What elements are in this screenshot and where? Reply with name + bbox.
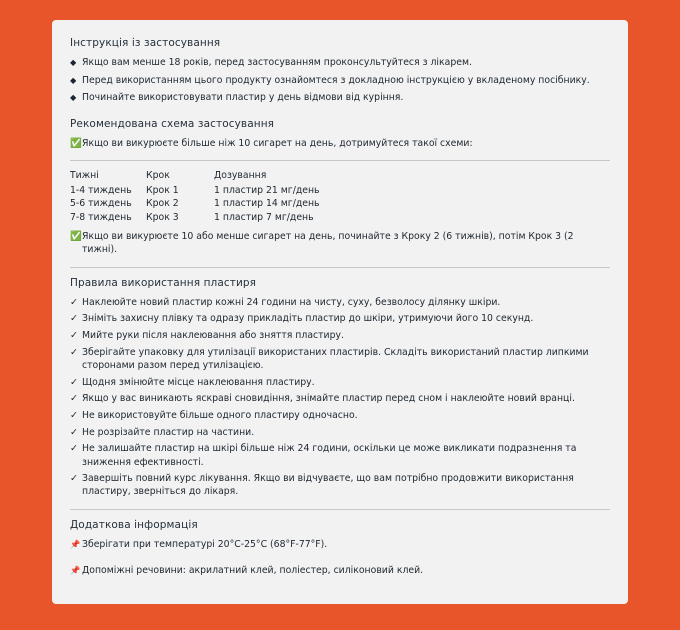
list-item — [70, 426, 610, 439]
column-header-dosage: Дозування — [214, 169, 267, 181]
document-content — [70, 37, 610, 581]
section-title-instructions: Інструкція із застосування — [70, 37, 221, 49]
schedule-note — [70, 230, 610, 256]
list-item-text: Перед використанням цього продукту ознайомтеся з докладною інструкцією у вкладеному посібнику. — [82, 74, 590, 86]
table-row — [70, 185, 394, 199]
list-item — [70, 91, 610, 104]
section-title-additional-info: Додаткова інформація — [70, 518, 198, 531]
list-item — [70, 346, 610, 372]
list-item-text: Починайте використовувати пластир у день відмови від куріння. — [82, 92, 404, 104]
check-bullet-icon: ✓ — [70, 376, 78, 388]
cell-weeks: 5-6 тиждень — [70, 198, 132, 210]
check-bullet-icon: ✓ — [70, 330, 78, 341]
cell-dosage: 1 пластир 14 мг/день — [214, 198, 320, 210]
diamond-bullet-icon: ◆ — [70, 74, 77, 85]
list-item — [70, 74, 610, 87]
section-usage-rules — [70, 277, 610, 499]
cell-step: Крок 2 — [146, 198, 179, 210]
list-item — [70, 312, 610, 325]
list-item — [70, 296, 610, 309]
pin-bullet-icon: 📌 — [70, 538, 81, 549]
section-recommended-scheme — [70, 118, 610, 150]
list-item-text: Наклеюйте новий пластир кожні 24 години на чисту, суху, безволосу ділянку шкіри. — [82, 296, 501, 308]
check-bullet-icon: ✓ — [70, 346, 78, 358]
section-title-recommended-scheme: Рекомендована схема застосування — [70, 117, 275, 130]
check-bullet-icon: ✓ — [70, 426, 78, 438]
list-item-text: Зніміть захисну плівку та одразу прикладіть пластир до шкіри, утримуючи його 10 секунд. — [82, 313, 534, 325]
check-bullet-icon: ✓ — [70, 296, 78, 308]
document-card — [52, 20, 628, 604]
schedule-note-text: Якщо ви викурюєте 10 або менше сигарет на день, починайте з Кроку 2 (6 тижнів), потім Крок 3 (2 тижні). — [82, 231, 574, 256]
cell-step: Крок 1 — [146, 184, 179, 196]
list-item — [70, 538, 610, 551]
check-bullet-icon: ✅ — [70, 137, 82, 149]
cell-weeks: 7-8 тиждень — [70, 211, 132, 223]
list-item — [70, 409, 610, 422]
list-item-text: Допоміжні речовини: акрилатний клей, поліестер, силіконовий клей. — [82, 564, 424, 576]
cell-dosage: 1 пластир 21 мг/день — [214, 184, 320, 196]
divider — [70, 509, 610, 510]
list-item-text: Не використовуйте більше одного пластиру одночасно. — [82, 409, 358, 421]
dosage-schedule-table — [70, 170, 394, 226]
list-item-text: Мийте руки після наклеювання або зняття пластиру. — [82, 330, 344, 341]
column-header-weeks: Тижні — [70, 169, 99, 181]
diamond-bullet-icon: ◆ — [70, 57, 77, 67]
list-item — [70, 56, 610, 69]
list-item-text: Не залишайте пластир на шкірі більше ніж 24 години, оскільки це може викликати подразнення та зниження ефективності. — [82, 443, 577, 468]
diamond-bullet-icon: ◆ — [70, 92, 77, 103]
cell-step: Крок 3 — [146, 211, 179, 223]
list-item — [70, 137, 610, 150]
list-item-text: Зберігати при температурі 20°C-25°C (68°F-77°F). — [82, 538, 328, 550]
divider — [70, 160, 610, 161]
list-item-text: Якщо у вас виникають яскраві сновидіння, знімайте пластир перед сном і наклеюйте новий вранці. — [82, 393, 575, 405]
list-item — [70, 329, 610, 342]
column-header-step: Крок — [146, 169, 170, 181]
list-item — [70, 472, 610, 498]
list-item-text: Зберігайте упаковку для утилізації використаних пластирів. Складіть використаний пластир липкими сторонами разом перед утилізацією. — [82, 346, 589, 371]
check-bullet-icon: ✓ — [70, 393, 78, 405]
check-bullet-icon: ✓ — [70, 409, 78, 421]
cell-dosage: 1 пластир 7 мг/день — [214, 211, 314, 223]
check-bullet-icon: ✅ — [70, 231, 82, 243]
list-item — [70, 376, 610, 389]
list-item — [70, 564, 610, 577]
check-bullet-icon: ✓ — [70, 473, 78, 485]
list-item-text: Якщо ви викурюєте більше ніж 10 сигарет на день, дотримуйтеся такої схеми: — [82, 137, 473, 149]
section-instructions — [70, 37, 610, 105]
list-item-text: Якщо вам менше 18 років, перед застосуванням проконсультуйтеся з лікарем. — [82, 57, 472, 68]
list-item — [70, 392, 610, 405]
list-item-text: Не розрізайте пластир на частини. — [82, 426, 255, 438]
check-bullet-icon: ✓ — [70, 443, 78, 455]
divider — [70, 267, 610, 268]
table-row — [70, 198, 394, 212]
table-header-row — [70, 170, 394, 185]
pin-bullet-icon: 📌 — [70, 564, 81, 575]
list-item-text: Завершіть повний курс лікування. Якщо ви відчуваєте, що вам потрібно продовжити використання пластиру, зверніться до лікаря. — [82, 473, 574, 498]
check-bullet-icon: ✓ — [70, 313, 78, 325]
list-item-text: Щодня змінюйте місце наклеювання пластиру. — [82, 376, 315, 388]
list-item — [70, 442, 610, 468]
table-row — [70, 212, 394, 226]
section-title-usage-rules: Правила використання пластиря — [70, 276, 257, 289]
section-additional-info — [70, 519, 610, 577]
cell-weeks: 1-4 тиждень — [70, 184, 132, 196]
